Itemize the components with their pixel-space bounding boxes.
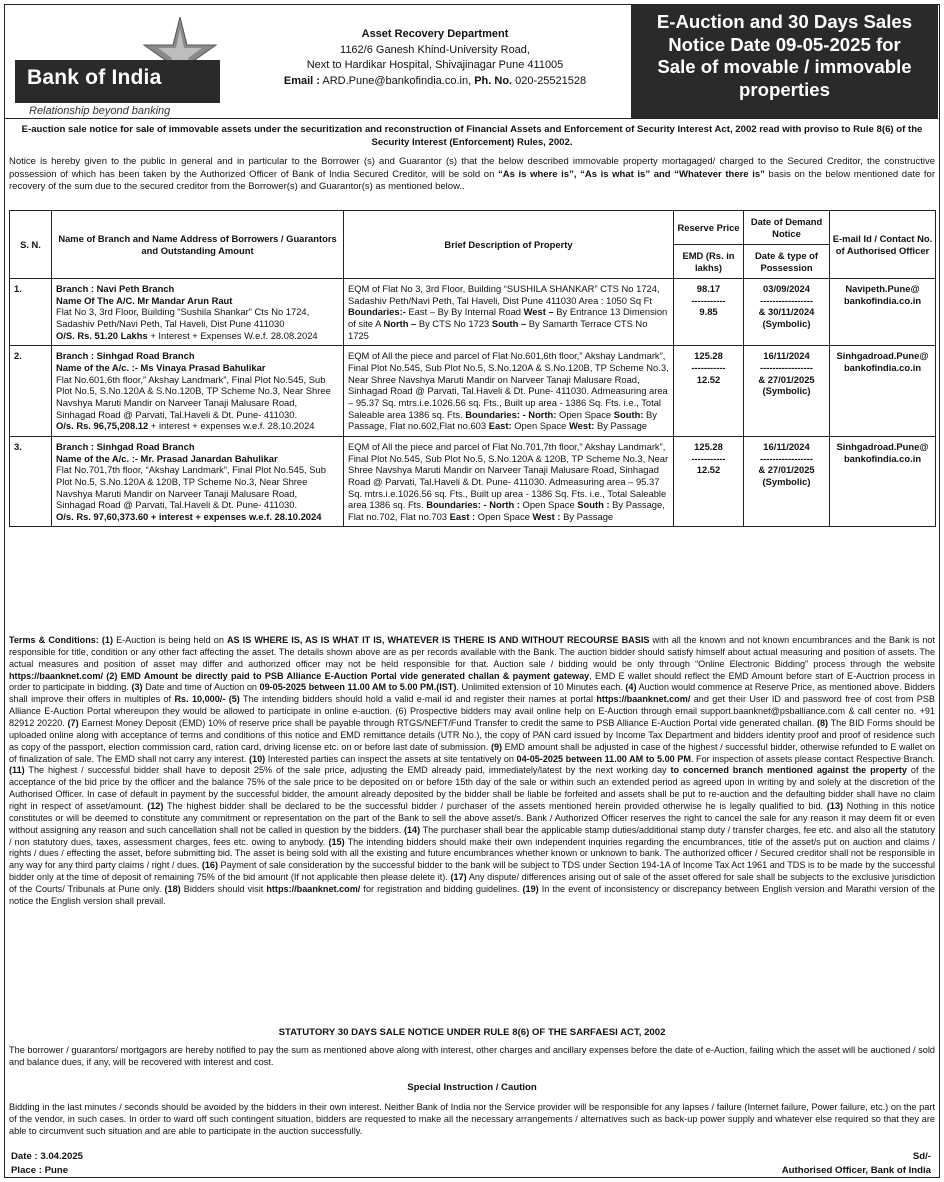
possession-date: & 27/01/2025 (Symbolic): [758, 464, 815, 487]
term-text-segment: Any dispute/ differences arising out of sale of the asset offered for sale shall be subjects to the exclusive jurisdiction of the Courts/ Tribunals at Pune only.: [9, 872, 936, 895]
row-contact: [830, 436, 936, 527]
term-text-segment: of the acceptance of the bid price by the officer and the balance 75% of the sale price to be deposited on or before 15th day of the sale or within such an extended period as agreed upon in writing by and solely at the discretion of the Authorised Officer. In case of default in payment by the successful bidder, the amount already deposited by the bidder shall be liable be forfeited and assets shall be put to re-auction and the defaulting bidder shall have no claim right in respect of asset/amount.: [9, 765, 935, 812]
demand-date: 16/11/2024: [763, 440, 810, 452]
col-header-branch: Name of Branch and Name Address of Borrowers / Guarantors and Outstanding Amount: [52, 211, 344, 279]
borrower-address: Flat No 3, 3rd Floor, Building “Sushila Shankar” Cts No 1724, Sadashiv Peth/Navi Peth, Tal Haveli, Dist Pune 411030: [56, 306, 310, 329]
title-line: Notice Date 09-05-2025 for: [668, 33, 901, 55]
b-south: By Passage, Flat no.702, Flat no.703: [348, 499, 665, 522]
outstanding-bold: O/s. Rs. 96,75,208.12: [56, 420, 149, 432]
term-bold-segment: (9): [490, 741, 503, 752]
row-dates: [744, 436, 830, 527]
property-text: EQM of Flat No 3, 3rd Floor, Building “SUSHILA SHANKAR” CTS No 1724, Sadashiv Peth/Navi Peth, Tal Haveli, Dist Pune 411030 Area : 1050 Sq Ft: [348, 283, 660, 306]
term-bold-segment: https://baanknet.com/: [596, 694, 691, 705]
term-text-segment: The highest bidder shall be declared to be the successful bidder / purchaser of the assets mentioned herein provided otherwise he is legally qualified to bid.: [163, 801, 827, 812]
col-header-demand: Date of Demand Notice: [744, 211, 830, 245]
b-south-label: South :: [577, 499, 610, 511]
b-north: Open Space: [519, 499, 578, 511]
col-header-possession: Date & type of Possession: [744, 245, 830, 279]
term-bold-segment: (4): [625, 682, 637, 693]
separator-dash: -----------: [691, 452, 726, 464]
boundaries: [348, 306, 669, 341]
emd-amount: 9.85: [699, 306, 718, 318]
account-name: Name of the A/c. :- Ms Vinaya Prasad Bahulikar: [56, 361, 266, 373]
b-east-label: East:: [488, 420, 512, 432]
b-west-label: West :: [532, 510, 561, 522]
b-south-label: South –: [491, 317, 527, 329]
possession-date: & 27/01/2025 (Symbolic): [758, 373, 815, 397]
possession-date: & 30/11/2024 (Symbolic): [758, 306, 815, 329]
term-bold-segment: (10): [249, 753, 266, 764]
term-bold-segment: 09-05-2025 between 11.00 AM to 5.00 PM.(IST): [259, 682, 457, 693]
outstanding-bold: O/S. Rs. 51.20 Lakhs: [56, 329, 148, 341]
b-south-label: South:: [613, 408, 644, 420]
account-name: Name of the A/c. :- Mr. Prasad Janardan Bahulikar: [56, 452, 278, 464]
term-bold-segment: (15): [328, 836, 345, 847]
boundaries-label: Boundaries: -: [426, 499, 487, 511]
property-text: EQM of All the piece and parcel of Flat No.601,6th floor,” Akshay Landmark”, Final Plot No.545, Sub Plot No.5, S.No.120A & S.No.120B, TP Scheme No.3, Near Shree Navshya Maruti Mandir on Narveer Tanaji Malusare Road, Sinhagad Road @ Parvati, Tal.Haveli & Dt. Pune- 411030. Admeasuring area – 95.37 Sq. mtrs.i.e.1026.56 sq. Fts., Built up area - 1386 Sq. Fts. i.e., Total Saleable area 1386 sq. Fts.: [348, 350, 669, 420]
outstanding-rest: + interest + expenses w.e.f. 28.10.2024: [148, 420, 315, 432]
notice-page: [4, 4, 940, 1178]
row-sn: 3.: [10, 436, 52, 527]
notice-paragraph: [9, 156, 935, 194]
boundaries-label: Boundaries: -: [465, 408, 526, 420]
b-east: Open Space: [475, 510, 533, 522]
notice-text-end: basis on the below mentioned date for recovery of the sum due to the secured creditor from the Borrower(s) and Guarantor(s) as mentioned below..: [9, 168, 935, 193]
term-bold-segment: (8): [816, 718, 829, 729]
contact-email-1: Sinhgadroad.Pune@: [836, 350, 929, 362]
outstanding-bold: O/s. Rs. 97,60,373.60 + interest + expenses w.e.f. 28.10.2024: [56, 510, 322, 522]
term-text-segment: for registration and bidding guidelines.: [360, 884, 523, 895]
authorised-officer: Authorised Officer, Bank of India: [781, 1164, 931, 1176]
b-north: Open Space: [556, 408, 614, 420]
term-text-segment: The intending bidders should hold a valid e-mail id and register their names at portal: [239, 694, 597, 705]
term-text-segment: Bidders should visit: [180, 884, 267, 895]
term-text-segment: Auction would commence at Reserve Price, as mentioned above. Bidders shall improve their offers in multiples of: [9, 682, 935, 705]
term-text-segment: and get their User ID and password free of cost from PSB Alliance E-Auction Portal whereupon they would be allowed to participate in online e-auction. (6) Prospective bidders may avail online help on E-Auction through email support.baanknet@psballiance.com & call center no. +91 82912 20220.: [9, 694, 935, 729]
outstanding-amount: [56, 330, 339, 342]
b-south: By Passage, Flat no.602,Flat no.603: [348, 408, 657, 432]
b-south: By Samarth Terrace CTS No 1725: [348, 317, 648, 341]
term-bold-segment: (11): [9, 765, 25, 776]
contact-email-2: bankofindia.co.in: [843, 361, 922, 373]
special-instruction-text: Bidding in the last minutes / seconds should be avoided by the bidders in their own interest. Neither Bank of India nor the Service provider will be responsible for any lapses / failure (Internet failure, Power failure, etc.) on the part of the vendor, in such cases. In order to ward off such contingent situation, bidders are requested to make all the necessary arrangements / alternatives such as back-up power supply and whatever else required so that they are able to circumvent such situation and are able to participate in the auction successfully.: [9, 1102, 935, 1137]
row-borrower: [52, 436, 344, 527]
account-name: Name Of The A/C. Mr Mandar Arun Raut: [56, 294, 233, 306]
notice-text: Notice is hereby given to the public in general and in particular to the Borrower (s) and Guarantor (s) that the below described immovable property mortagaged/ charged to the Secured Creditor, the constructive possession of which has been taken by the Authorized Officer of Bank of India Secured Creditor, will be sold on: [9, 156, 935, 180]
emd-amount: 12.52: [696, 373, 721, 385]
demand-date: 03/09/2024: [763, 283, 810, 294]
term-text-segment: Interested parties can inspect the assets at site tentatively on: [265, 753, 517, 764]
reserve-price: 125.28: [694, 350, 723, 362]
email-label: Email :: [283, 74, 320, 87]
reserve-price: 98.17: [696, 283, 721, 294]
title-line: Sale of movable / immovable: [657, 56, 912, 78]
term-text-segment: Nothing in this notice constitutes or will be deemed to constitute any commitment or representation on the part of the Bank to sell the above asset/s. Bank / Authorized Officer reserves the right to cancel the sale for any reason it may deem fit or even without assigning any reason and such cancellation shall not be called in question by the bidders.: [9, 801, 935, 835]
term-text-segment: . Unlimited extension of 10 Minutes each.: [456, 682, 626, 693]
row-property: [344, 436, 674, 527]
property-text: EQM of All the piece and parcel of Flat No.701,7th floor,” Akshay Landmark”, Final Plot No.545, Sub Plot No.5, S.No.120A & 120B, TP Scheme No.3, Near Shree Navshya Maruti Mandir on Narveer Tanaji Malusare Road, Sinhagad Road @ Parvati, Tal.Haveli & Dt. Pune- 411030. Admeasuring area – 95.37 Sq. mtrs.i.e.1026.56 sq. Fts., Built up area - 1386 Sq. Fts. i.e., Total Saleable area 1386 sq. Fts.: [348, 440, 669, 511]
row-dates: [744, 279, 830, 346]
term-bold-segment: (19): [522, 884, 539, 895]
term-text-segment: The purchaser shall bear the applicable stamp duties/additional stamp duty / transfer charges, fee etc. and also all the statutory / non statutory dues, taxes, assessment charges, fees etc. owing to anybody.: [9, 824, 935, 847]
b-west: By Entrance 13 Dimension of site A: [348, 306, 668, 329]
b-west: By Passage: [594, 420, 647, 432]
signature-mark: Sd/-: [912, 1151, 931, 1162]
b-east: By By Internal Road: [435, 306, 524, 318]
term-bold-segment: (14): [403, 824, 421, 835]
notice-date: Date : 3.04.2025: [11, 1151, 83, 1162]
borrower-address: Flat No.701,7th floor, “Akshay Landmark”, Final Plot No.545, Sub Plot No.5, S.No.120A & 120B, TP Scheme No.3, Near Shree Navshya Maruti Mandir on Narveer Tanaji Malusare Road, Sinhagad Road @ Parvati, Tal.Haveli & Dt. Pune- 411030.: [56, 464, 326, 511]
b-north-label: North:: [525, 408, 557, 420]
separator-dash: -----------------: [759, 452, 814, 464]
contact-line: Email : ARD.Pune@bankofindia.co.in, Ph. No. 020-25521528: [283, 74, 587, 87]
demand-date: 16/11/2024: [763, 350, 810, 362]
b-east-label: East :: [449, 510, 476, 522]
term-bold-segment: Terms & Conditions: (1): [9, 635, 117, 645]
statutory-text: The borrower / guarantors/ mortgagors are hereby notified to pay the sum as mentioned above along with interest, other charges and ancillary expenses before the date of e-Auction, failing which the asset will be auctioned / sold and balance dues, if any, will be recovered with interest and cost.: [9, 1045, 935, 1068]
phone-value: 020-25521528: [515, 74, 587, 87]
department-name: Asset Recovery Department: [361, 28, 509, 40]
special-instruction-heading: Special Instruction / Caution: [407, 1082, 537, 1093]
borrower-address: Flat No.601,6th floor,” Akshay Landmark”, Final Plot No.545, Sub Plot No.5, S.No.120A & S.No.120B, TP Scheme No.3, Near Shree Navshya Maruti Mandir on Narveer Tanaji Malusare Road, Sinhagad Road @ Parvati, Tal.Haveli & Dt. Pune- 411030.: [56, 373, 331, 420]
outstanding-amount: [56, 420, 339, 432]
separator-dash: -----------: [691, 361, 726, 373]
term-text-segment: In the event of inconsistency or discrepancy between English version and Marathi version of the notice the English version shall prevail.: [9, 884, 935, 906]
term-bold-segment: (3): [131, 682, 143, 693]
row-borrower: [52, 279, 344, 346]
term-bold-segment: to concerned branch mentioned against the property: [670, 765, 907, 776]
term-bold-segment: (12): [147, 801, 164, 812]
table-header-row: [10, 211, 936, 245]
contact-email-1: Navipeth.Pune@: [845, 283, 920, 294]
title-line: E-Auction and 30 Days Sales: [656, 11, 913, 32]
row-contact: [830, 279, 936, 346]
term-text-segment: with all the known and not known encumbrances and the Bank is not responsible for title, condition or any other fact affecting the asset. The details shown above are as per records available with the Bank. The auction bidder should satisfy himself about actual measuring and position of assets. The actual measures and position of asset may differ and authorized officer may not be held responsible for that. Auction sale / bidding would be only through “Online Electronic Bidding” process through the website: [9, 635, 935, 669]
address-line-2: Next to Hardikar Hospital, Shivajinagar Pune 411005: [306, 59, 564, 72]
term-text-segment: Date and time of Auction on: [142, 682, 260, 693]
b-west: By Passage: [560, 510, 614, 522]
bank-name: Bank of India: [27, 66, 162, 89]
row-borrower: [52, 346, 344, 437]
term-bold-segment: https://baanknet.com/ (2) EMD Amount be directly paid to PSB Alliance E-Auction Portal vide generated challan & payment gateway: [9, 670, 590, 681]
divider: [5, 118, 938, 119]
branch-name: Branch : Sinhgad Road Branch: [56, 350, 195, 362]
table-row: [10, 346, 936, 437]
property-table: [9, 210, 936, 527]
separator-dash: -----------------: [759, 294, 814, 306]
address-block: [245, 27, 625, 89]
phone-label: Ph. No.: [474, 74, 513, 87]
footer-left: [11, 1150, 83, 1178]
row-dates: [744, 346, 830, 437]
row-property: [344, 279, 674, 346]
separator-dash: -----------: [691, 294, 726, 306]
outstanding-amount: [56, 511, 339, 523]
row-reserve-emd: [674, 279, 744, 346]
outstanding-rest: + Interest + Expenses W.e.f. 28.08.2024: [147, 329, 318, 341]
b-east: Open Space: [511, 420, 569, 432]
notice-title: [631, 5, 938, 118]
terms-and-conditions: [9, 635, 935, 908]
term-text-segment: The BID Forms should be uploaded online along with acceptance of terms and conditions of this notice and EMD remittance details (UTR No.), the copy of PAN card issued by Income Tax Department and bidders identity proof and proof of residence such as copy of the passport, election commission card, ration card, driving license etc. on or before last date of submission.: [9, 718, 935, 752]
col-header-emd: EMD (Rs. in lakhs): [674, 245, 744, 279]
term-bold-segment: AS IS WHERE IS, AS IS WHAT IT IS, WHATEVER IS THERE IS AND WITHOUT RECOURSE BASIS: [226, 635, 650, 645]
bank-tagline: Relationship beyond banking: [29, 105, 171, 117]
row-reserve-emd: [674, 346, 744, 437]
contact-email-2: bankofindia.co.in: [843, 294, 922, 306]
header: [5, 5, 938, 118]
col-header-reserve: Reserve Price: [674, 211, 744, 245]
term-text-segment: Payment of sale consideration by the successful bidder to the bank will be subject to TDS under Section 194-1A of Income Tax Act 1961 and TDS is to be made by the successful bidder only at the time of deposit of remaining 75% of the bid amount (If not applicable then please delete it).: [9, 860, 935, 883]
row-sn: 2.: [10, 346, 52, 437]
bank-logo: [15, 15, 230, 117]
b-west-label: West:: [569, 420, 595, 432]
contact-email-1: Sinhgadroad.Pune@: [836, 440, 929, 452]
branch-name: Branch : Navi Peth Branch: [56, 283, 175, 294]
term-bold-segment: (16): [201, 860, 218, 871]
term-bold-segment: (7): [67, 718, 79, 729]
term-bold-segment: 04-05-2025 between 11.00 AM to 5.00 PM: [516, 753, 691, 764]
term-text-segment: Earnest Money Deposit (EMD) 10% of reserve price shall be payable through RTGS/NEFT/Fund Transfer to credit the same to PSB Alliance E-Auction Portal vide generated challan.: [78, 718, 817, 729]
col-header-email: E-mail Id / Contact No. of Authorised Officer: [830, 211, 936, 279]
row-property: [344, 346, 674, 437]
contact-email-2: bankofindia.co.in: [843, 452, 922, 464]
col-header-sn: S. N.: [10, 211, 52, 279]
email-value: ARD.Pune@bankofindia.co.in: [322, 74, 469, 87]
term-text-segment: EMD amount shall be adjusted in case of the highest / successful bidder, otherwise refunded to E wallet on of finalization of sale. The EMD shall not carry any interest.: [9, 741, 935, 764]
term-bold-segment: Rs. 10,000/- (5): [174, 694, 240, 705]
row-sn: 1.: [10, 279, 52, 346]
boundaries-label: Boundaries:-: [348, 306, 406, 318]
separator-dash: -----------------: [759, 361, 814, 373]
term-text-segment: The highest / successful bidder shall have to deposit 25% of the sale price, adjusting the EMD already paid, immediately/latest by the next working day: [24, 765, 671, 776]
term-text-segment: The intending bidders should make their own independent inquiries regarding the encumbrances, title of the asset/s put on auction and claims / rights / dues / effecting the asset, before submitting bid. The asset is being sold with all the existing and future encumbrances whether known or unknown to bank. The authorized officer / Secured creditor shall not be responsible in any way for any third party claims / right / dues.: [9, 836, 935, 871]
term-bold-segment: (18): [164, 884, 181, 895]
statutory-heading: STATUTORY 30 DAYS SALE NOTICE UNDER RULE 8(6) OF THE SARFAESI ACT, 2002: [278, 1027, 666, 1038]
b-east-label: East –: [405, 306, 436, 318]
branch-name: Branch : Sinhgad Road Branch: [56, 440, 195, 452]
address-line-1: 1162/6 Ganesh Khind-University Road,: [340, 43, 530, 56]
logo-wordmark-box: [15, 60, 220, 103]
title-line: properties: [739, 79, 830, 101]
b-west-label: West –: [523, 306, 554, 318]
footer-right: [782, 1150, 931, 1178]
intro-heading: E-auction sale notice for sale of immovable assets under the securitization and reconstruction of Financial Assets and Enforcement of Security Interest Act, 2002 read with proviso to Rule 8(6) of the Security Interest (Enforcement) Rules, 2002.: [21, 124, 923, 149]
reserve-price: 125.28: [694, 440, 723, 452]
row-contact: [830, 346, 936, 437]
col-header-property: Brief Description of Property: [344, 211, 674, 279]
notice-bold-text: “As is where is”, “As is what is” and “Whatever there is”: [498, 168, 765, 180]
term-bold-segment: (13): [826, 801, 844, 812]
b-north-label: North :: [486, 499, 520, 511]
term-text-segment: E-Auction is being held on: [116, 635, 227, 645]
emd-amount: 12.52: [696, 464, 721, 476]
term-bold-segment: (17): [450, 872, 467, 883]
row-reserve-emd: [674, 436, 744, 527]
b-north: By CTS No 1723: [416, 317, 492, 329]
notice-place: Place : Pune: [11, 1164, 69, 1176]
table-row: [10, 436, 936, 527]
b-north-label: North –: [383, 317, 417, 329]
term-bold-segment: https://baanknet.com/: [266, 884, 361, 895]
table-row: [10, 279, 936, 346]
term-text-segment: , EMD E wallet should reflect the EMD Amount before start of E-Auctrion process in order to participate in bidding.: [9, 670, 935, 693]
term-text-segment: . For inspection of assets please contact Respective Branch.: [690, 753, 935, 764]
